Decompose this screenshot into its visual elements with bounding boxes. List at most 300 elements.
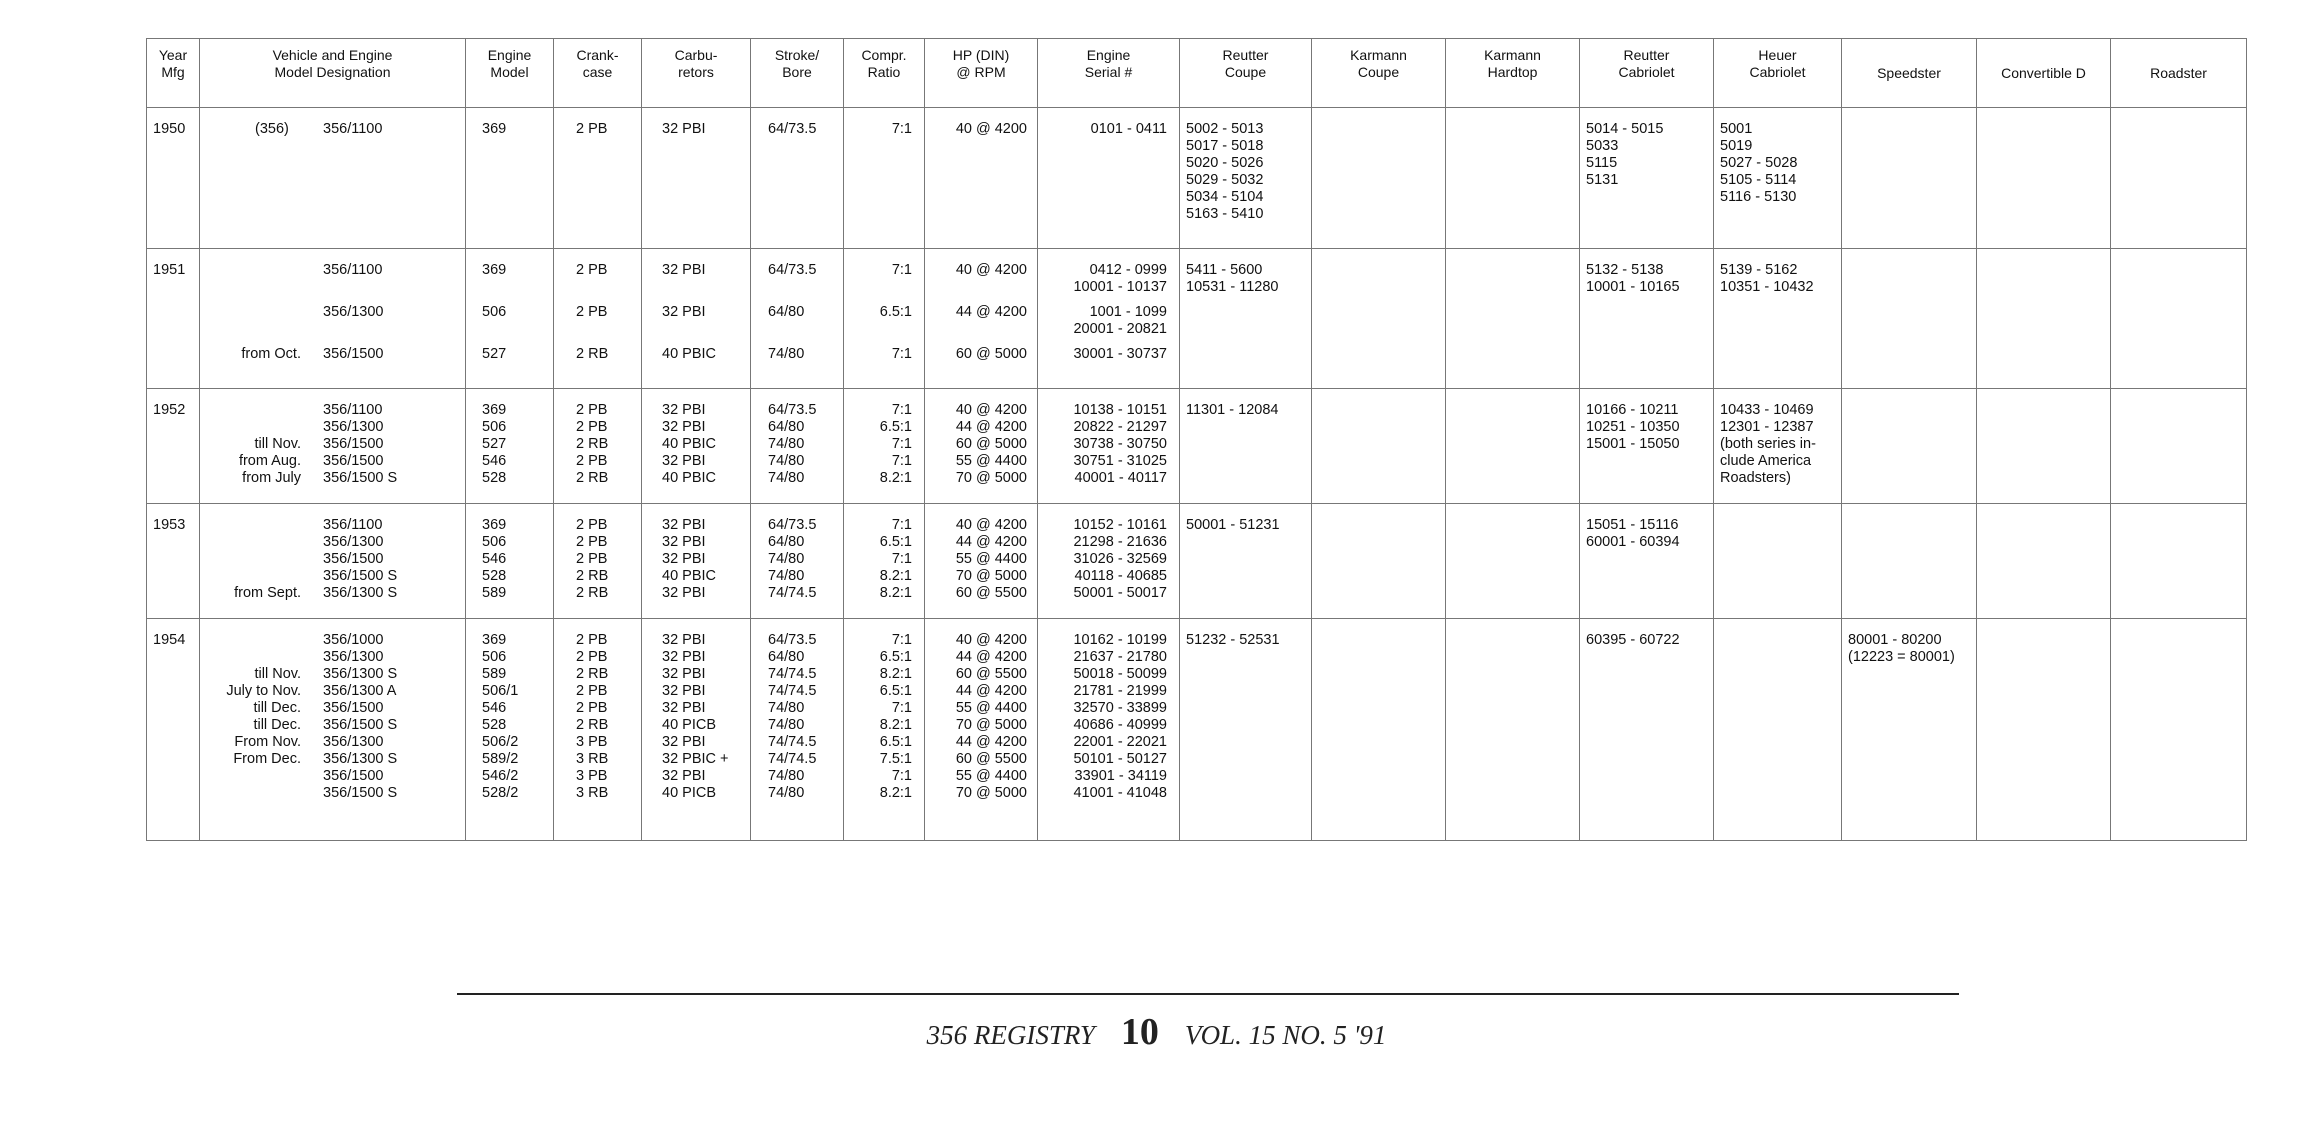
carburetor: 32 PBI [662, 534, 706, 550]
engine-serial-cell [1038, 389, 1180, 504]
engine-serial: 21781 - 21999 [1073, 683, 1167, 699]
horsepower: 44 @ 4200 [955, 304, 1027, 320]
model-line [200, 304, 463, 346]
model-line [200, 402, 463, 419]
engine-serial: 32570 - 33899 [1073, 700, 1167, 716]
crankcase: 2 RB [576, 568, 609, 584]
year-row-1950 [147, 108, 2247, 249]
karmann-coupe-cell [1312, 389, 1446, 504]
crankcase: 2 RB [576, 346, 609, 362]
speedster-serial: 80001 - 80200 [1848, 632, 1942, 648]
reutter-cabriolet-cell [1580, 504, 1714, 619]
crankcase: 2 PB [576, 700, 608, 716]
compression-ratio: 7:1 [891, 121, 912, 137]
engine-serial: 21637 - 21780 [1073, 649, 1167, 665]
stroke-bore: 74/80 [768, 785, 805, 801]
horsepower: 40 @ 4200 [955, 121, 1027, 137]
engine-model: 589 [482, 666, 507, 682]
stroke-bore: 74/74.5 [768, 585, 817, 601]
model-line [200, 262, 463, 304]
compression-ratio-cell [844, 108, 925, 249]
reutter-cabriolet-cell [1580, 619, 1714, 841]
roadster-cell [2111, 389, 2247, 504]
model-line [200, 717, 463, 734]
engine-model: 546 [482, 551, 507, 567]
compression-ratio: 8.2:1 [879, 470, 912, 486]
horsepower: 60 @ 5500 [955, 751, 1027, 767]
reutter-cabriolet-cell [1580, 108, 1714, 249]
reutter-cabriolet-serial: 10166 - 10211 [1586, 402, 1679, 418]
model-designation: 356/1500 S [323, 470, 398, 486]
header-model: Vehicle and Engine Model Designation [200, 39, 466, 108]
carburetor: 32 PBI [662, 649, 706, 665]
crankcase-cell [554, 108, 642, 249]
engine-serial: 20001 - 20821 [1073, 321, 1167, 337]
carburetor: 32 PBI [662, 585, 706, 601]
model-line [200, 585, 463, 602]
reutter-coupe-serial: 5002 - 5013 [1186, 121, 1264, 137]
reutter-coupe-serial: 5029 - 5032 [1186, 172, 1264, 188]
compression-ratio-cell [844, 249, 925, 389]
heuer-cabriolet-serial: (both series in- [1720, 436, 1816, 452]
model-designation: 356/1500 S [323, 717, 398, 733]
speedster-cell [1842, 619, 1977, 841]
year-row-1954 [147, 619, 2247, 841]
carburetor: 32 PBI [662, 683, 706, 699]
reutter-cabriolet-serial: 5014 - 5015 [1586, 121, 1664, 137]
horsepower: 40 @ 4200 [955, 632, 1027, 648]
model-note: from Aug. [238, 453, 301, 469]
carburetor: 32 PBI [662, 666, 706, 682]
model-note: from July [242, 470, 301, 486]
stroke-bore: 74/80 [768, 453, 805, 469]
crankcase: 2 PB [576, 453, 608, 469]
engine-model: 506/1 [482, 683, 519, 699]
karmann-hardtop-cell [1446, 619, 1580, 841]
engine-model: 527 [482, 346, 507, 362]
engine-serial: 40118 - 40685 [1074, 568, 1167, 584]
year-value: 1952 [153, 402, 186, 418]
model-designation-cell [200, 504, 466, 619]
model-note: from Sept. [234, 585, 301, 601]
reutter-coupe-cell [1180, 108, 1312, 249]
compression-ratio: 7:1 [891, 402, 912, 418]
reutter-coupe-cell [1180, 619, 1312, 841]
heuer-cabriolet-cell [1714, 249, 1842, 389]
crankcase: 2 PB [576, 683, 608, 699]
speedster-cell [1842, 504, 1977, 619]
header-compression: Compr. Ratio [844, 39, 925, 108]
stroke-bore: 74/80 [768, 717, 805, 733]
stroke-bore: 74/74.5 [768, 734, 817, 750]
header-engine-model: Engine Model [466, 39, 554, 108]
horsepower: 70 @ 5000 [955, 717, 1027, 733]
model-designation: 356/1500 [323, 768, 384, 784]
engine-model: 528 [482, 470, 507, 486]
heuer-cabriolet-cell [1714, 389, 1842, 504]
carburetor: 40 PBIC [662, 436, 716, 452]
crankcase-cell [554, 619, 642, 841]
model-designation: 356/1100 [323, 402, 383, 418]
footer-rule [457, 993, 1959, 995]
stroke-bore: 74/80 [768, 768, 805, 784]
model-line [200, 470, 463, 487]
carburetor: 40 PBIC [662, 346, 716, 362]
header-row [147, 39, 2247, 108]
header-convertible-d: Convertible D [1977, 39, 2111, 108]
model-note: From Nov. [234, 734, 301, 750]
model-designation: 356/1300 [323, 734, 384, 750]
engine-serial-cell [1038, 108, 1180, 249]
stroke-bore-cell [751, 504, 844, 619]
crankcase: 2 RB [576, 436, 609, 452]
model-line [200, 453, 463, 470]
roadster-cell [2111, 504, 2247, 619]
header-year: Year Mfg [147, 39, 200, 108]
year-row-1952 [147, 389, 2247, 504]
crankcase: 2 RB [576, 585, 609, 601]
model-designation: 356/1500 [323, 700, 384, 716]
horsepower: 55 @ 4400 [955, 700, 1027, 716]
engine-model-cell [466, 249, 554, 389]
karmann-coupe-cell [1312, 108, 1446, 249]
carburetor-cell [642, 108, 751, 249]
model-designation: 356/1500 [323, 346, 384, 362]
engine-serial: 50018 - 50099 [1073, 666, 1167, 682]
model-line [200, 568, 463, 585]
reutter-cabriolet-serial: 15001 - 15050 [1586, 436, 1680, 452]
compression-ratio: 8.2:1 [879, 666, 912, 682]
engine-model: 546 [482, 453, 507, 469]
stroke-bore: 74/74.5 [768, 666, 817, 682]
engine-serial: 20822 - 21297 [1073, 419, 1167, 435]
carburetor: 32 PBI [662, 734, 706, 750]
header-speedster: Speedster [1842, 39, 1977, 108]
compression-ratio: 7:1 [891, 346, 912, 362]
footer-volume: VOL. 15 NO. 5 '91 [1184, 1020, 1387, 1050]
model-designation: 356/1500 [323, 453, 384, 469]
engine-serial: 33901 - 34119 [1074, 768, 1167, 784]
engine-model-cell [466, 504, 554, 619]
header-hp: HP (DIN) @ RPM [925, 39, 1038, 108]
horsepower-cell [925, 504, 1038, 619]
year-value: 1950 [153, 121, 186, 137]
compression-ratio: 7:1 [891, 262, 912, 278]
stroke-bore: 64/73.5 [768, 517, 817, 533]
engine-serial: 50001 - 50017 [1073, 585, 1167, 601]
compression-ratio: 7.5:1 [879, 751, 912, 767]
speedster-cell [1842, 108, 1977, 249]
roadster-cell [2111, 249, 2247, 389]
reutter-coupe-serial: 5017 - 5018 [1186, 138, 1264, 154]
carburetor: 32 PBI [662, 551, 706, 567]
carburetor-cell [642, 389, 751, 504]
horsepower: 44 @ 4200 [955, 683, 1027, 699]
model-designation-cell [200, 619, 466, 841]
crankcase: 2 PB [576, 649, 608, 665]
model-line [200, 534, 463, 551]
model-line [200, 785, 463, 802]
karmann-coupe-cell [1312, 619, 1446, 841]
crankcase-cell [554, 249, 642, 389]
horsepower: 70 @ 5000 [955, 785, 1027, 801]
crankcase: 3 RB [576, 785, 609, 801]
engine-serial: 1001 - 1099 [1089, 304, 1167, 320]
heuer-cabriolet-serial: clude America [1720, 453, 1812, 469]
engine-serial: 10152 - 10161 [1073, 517, 1167, 533]
reutter-coupe-serial: 5411 - 5600 [1186, 262, 1263, 278]
year-cell [147, 108, 200, 249]
reutter-cabriolet-serial: 15051 - 15116 [1586, 517, 1679, 533]
model-line [200, 700, 463, 717]
crankcase: 2 PB [576, 534, 608, 550]
reutter-coupe-cell [1180, 504, 1312, 619]
engine-serial: 0412 - 0999 [1089, 262, 1167, 278]
model-line [200, 683, 463, 700]
model-designation: 356/1300 [323, 419, 384, 435]
horsepower-cell [925, 108, 1038, 249]
speedster-cell [1842, 389, 1977, 504]
header-stroke-bore: Stroke/ Bore [751, 39, 844, 108]
crankcase: 2 PB [576, 121, 608, 137]
heuer-cabriolet-serial: Roadsters) [1720, 470, 1791, 486]
roadster-cell [2111, 619, 2247, 841]
horsepower: 60 @ 5500 [955, 666, 1027, 682]
reutter-coupe-serial: 51232 - 52531 [1186, 632, 1280, 648]
model-note: (356) [255, 121, 289, 137]
karmann-hardtop-cell [1446, 108, 1580, 249]
stroke-bore: 64/80 [768, 649, 805, 665]
header-carburetors: Carbu- retors [642, 39, 751, 108]
engine-model: 506 [482, 534, 507, 550]
engine-model: 528/2 [482, 785, 519, 801]
horsepower-cell [925, 249, 1038, 389]
carburetor: 32 PBI [662, 517, 706, 533]
model-note: till Dec. [253, 700, 301, 716]
model-designation-cell [200, 389, 466, 504]
model-note: From Dec. [233, 751, 301, 767]
reutter-cabriolet-serial: 10251 - 10350 [1586, 419, 1680, 435]
reutter-cabriolet-serial: 10001 - 10165 [1586, 279, 1680, 295]
carburetor-cell [642, 504, 751, 619]
crankcase: 2 PB [576, 402, 608, 418]
reutter-coupe-cell [1180, 249, 1312, 389]
carburetor: 32 PBI [662, 304, 706, 320]
model-line [200, 346, 463, 388]
horsepower: 70 @ 5000 [955, 568, 1027, 584]
header-reutter-cabriolet: Reutter Cabriolet [1580, 39, 1714, 108]
engine-model: 506/2 [482, 734, 519, 750]
year-row-1953 [147, 504, 2247, 619]
page-number: 10 [1120, 1011, 1159, 1053]
model-designation: 356/1300 S [323, 751, 398, 767]
carburetor: 40 PBIC [662, 470, 716, 486]
heuer-cabriolet-cell [1714, 619, 1842, 841]
year-cell [147, 389, 200, 504]
reutter-cabriolet-serial: 60395 - 60722 [1586, 632, 1680, 648]
model-designation: 356/1100 [323, 517, 383, 533]
convertible-d-cell [1977, 249, 2111, 389]
roadster-cell [2111, 108, 2247, 249]
crankcase: 2 PB [576, 517, 608, 533]
header-heuer-cabriolet: Heuer Cabriolet [1714, 39, 1842, 108]
reutter-cabriolet-serial: 5132 - 5138 [1586, 262, 1664, 278]
reutter-coupe-cell [1180, 389, 1312, 504]
reutter-coupe-serial: 50001 - 51231 [1186, 517, 1280, 533]
engine-serial: 30001 - 30737 [1073, 346, 1167, 362]
compression-ratio: 6.5:1 [879, 649, 912, 665]
model-line [200, 666, 463, 683]
reutter-coupe-serial: 5034 - 5104 [1186, 189, 1264, 205]
model-note: till Nov. [254, 436, 301, 452]
stroke-bore: 74/80 [768, 470, 805, 486]
compression-ratio: 7:1 [891, 436, 912, 452]
engine-model: 589 [482, 585, 507, 601]
horsepower: 60 @ 5000 [955, 346, 1027, 362]
stroke-bore: 74/80 [768, 346, 805, 362]
year-row-1951 [147, 249, 2247, 389]
stroke-bore-cell [751, 389, 844, 504]
compression-ratio: 8.2:1 [879, 717, 912, 733]
compression-ratio: 7:1 [891, 768, 912, 784]
karmann-hardtop-cell [1446, 504, 1580, 619]
model-designation: 356/1000 [323, 632, 384, 648]
model-line [200, 734, 463, 751]
engine-model: 369 [482, 517, 507, 533]
carburetor: 40 PICB [662, 785, 716, 801]
model-note: till Dec. [253, 717, 301, 733]
engine-serial: 40001 - 40117 [1074, 470, 1167, 486]
crankcase: 3 RB [576, 751, 609, 767]
header-crankcase: Crank- case [554, 39, 642, 108]
model-line [200, 632, 463, 649]
compression-ratio: 8.2:1 [879, 585, 912, 601]
stroke-bore: 74/80 [768, 700, 805, 716]
model-designation: 356/1300 [323, 649, 384, 665]
engine-serial: 10138 - 10151 [1073, 402, 1167, 418]
engine-model: 506 [482, 649, 507, 665]
horsepower: 55 @ 4400 [955, 551, 1027, 567]
stroke-bore: 64/80 [768, 304, 805, 320]
compression-ratio: 7:1 [891, 551, 912, 567]
karmann-hardtop-cell [1446, 389, 1580, 504]
footer-publication: 356 REGISTRY [926, 1020, 1095, 1050]
model-designation: 356/1500 S [323, 568, 398, 584]
reutter-cabriolet-serial: 5033 [1586, 138, 1619, 154]
engine-model: 528 [482, 717, 507, 733]
model-designation: 356/1300 [323, 304, 384, 320]
reutter-cabriolet-cell [1580, 249, 1714, 389]
horsepower-cell [925, 389, 1038, 504]
model-designation: 356/1500 [323, 551, 384, 567]
compression-ratio-cell [844, 389, 925, 504]
carburetor: 32 PBIC + [662, 751, 729, 767]
horsepower: 40 @ 4200 [955, 262, 1027, 278]
stroke-bore: 74/80 [768, 551, 805, 567]
horsepower: 60 @ 5000 [955, 436, 1027, 452]
engine-model: 369 [482, 402, 507, 418]
convertible-d-cell [1977, 108, 2111, 249]
engine-serial: 31026 - 32569 [1073, 551, 1167, 567]
model-designation: 356/1500 [323, 436, 384, 452]
model-note: July to Nov. [226, 683, 301, 699]
horsepower: 55 @ 4400 [955, 453, 1027, 469]
model-designation: 356/1100 [323, 121, 383, 137]
production-table [146, 38, 2247, 841]
engine-serial: 21298 - 21636 [1073, 534, 1167, 550]
engine-model: 369 [482, 262, 507, 278]
compression-ratio-cell [844, 504, 925, 619]
compression-ratio: 7:1 [891, 700, 912, 716]
convertible-d-cell [1977, 504, 2111, 619]
heuer-cabriolet-serial: 5027 - 5028 [1720, 155, 1798, 171]
engine-serial: 41001 - 41048 [1073, 785, 1167, 801]
stroke-bore: 74/80 [768, 568, 805, 584]
heuer-cabriolet-cell [1714, 108, 1842, 249]
crankcase: 2 PB [576, 262, 608, 278]
reutter-cabriolet-serial: 5115 [1586, 155, 1618, 171]
compression-ratio: 7:1 [891, 453, 912, 469]
heuer-cabriolet-serial: 12301 - 12387 [1720, 419, 1814, 435]
heuer-cabriolet-serial: 10351 - 10432 [1720, 279, 1814, 295]
carburetor: 32 PBI [662, 419, 706, 435]
stroke-bore: 64/80 [768, 534, 805, 550]
crankcase: 2 RB [576, 470, 609, 486]
model-designation-cell [200, 108, 466, 249]
year-value: 1951 [153, 262, 186, 278]
compression-ratio: 6.5:1 [879, 419, 912, 435]
stroke-bore: 64/73.5 [768, 262, 817, 278]
heuer-cabriolet-serial: 5116 - 5130 [1720, 189, 1797, 205]
compression-ratio: 7:1 [891, 632, 912, 648]
engine-serial-cell [1038, 249, 1180, 389]
crankcase-cell [554, 504, 642, 619]
heuer-cabriolet-serial: 5019 [1720, 138, 1753, 154]
model-designation: 356/1500 S [323, 785, 398, 801]
engine-model: 527 [482, 436, 507, 452]
model-designation-cell [200, 249, 466, 389]
engine-model-cell [466, 619, 554, 841]
header-roadster: Roadster [2111, 39, 2247, 108]
model-line [200, 419, 463, 436]
header-karmann-hardtop: Karmann Hardtop [1446, 39, 1580, 108]
header-reutter-coupe: Reutter Coupe [1180, 39, 1312, 108]
heuer-cabriolet-cell [1714, 504, 1842, 619]
engine-model-cell [466, 389, 554, 504]
year-cell [147, 504, 200, 619]
engine-serial: 10162 - 10199 [1073, 632, 1167, 648]
speedster-serial: (12223 = 80001) [1848, 649, 1955, 665]
year-value: 1954 [153, 632, 186, 648]
header-serial: Engine Serial # [1038, 39, 1180, 108]
reutter-coupe-serial: 10531 - 11280 [1186, 279, 1279, 295]
crankcase-cell [554, 389, 642, 504]
reutter-cabriolet-serial: 60001 - 60394 [1586, 534, 1680, 550]
stroke-bore: 64/73.5 [768, 632, 817, 648]
engine-serial-cell [1038, 619, 1180, 841]
heuer-cabriolet-serial: 5001 [1720, 121, 1753, 137]
stroke-bore-cell [751, 249, 844, 389]
engine-model: 369 [482, 121, 507, 137]
crankcase: 2 PB [576, 551, 608, 567]
reutter-cabriolet-serial: 5131 [1586, 172, 1619, 188]
model-line [200, 751, 463, 768]
model-note: till Nov. [254, 666, 301, 682]
model-line [200, 649, 463, 666]
crankcase: 3 PB [576, 768, 608, 784]
compression-ratio: 6.5:1 [879, 734, 912, 750]
carburetor: 32 PBI [662, 632, 706, 648]
